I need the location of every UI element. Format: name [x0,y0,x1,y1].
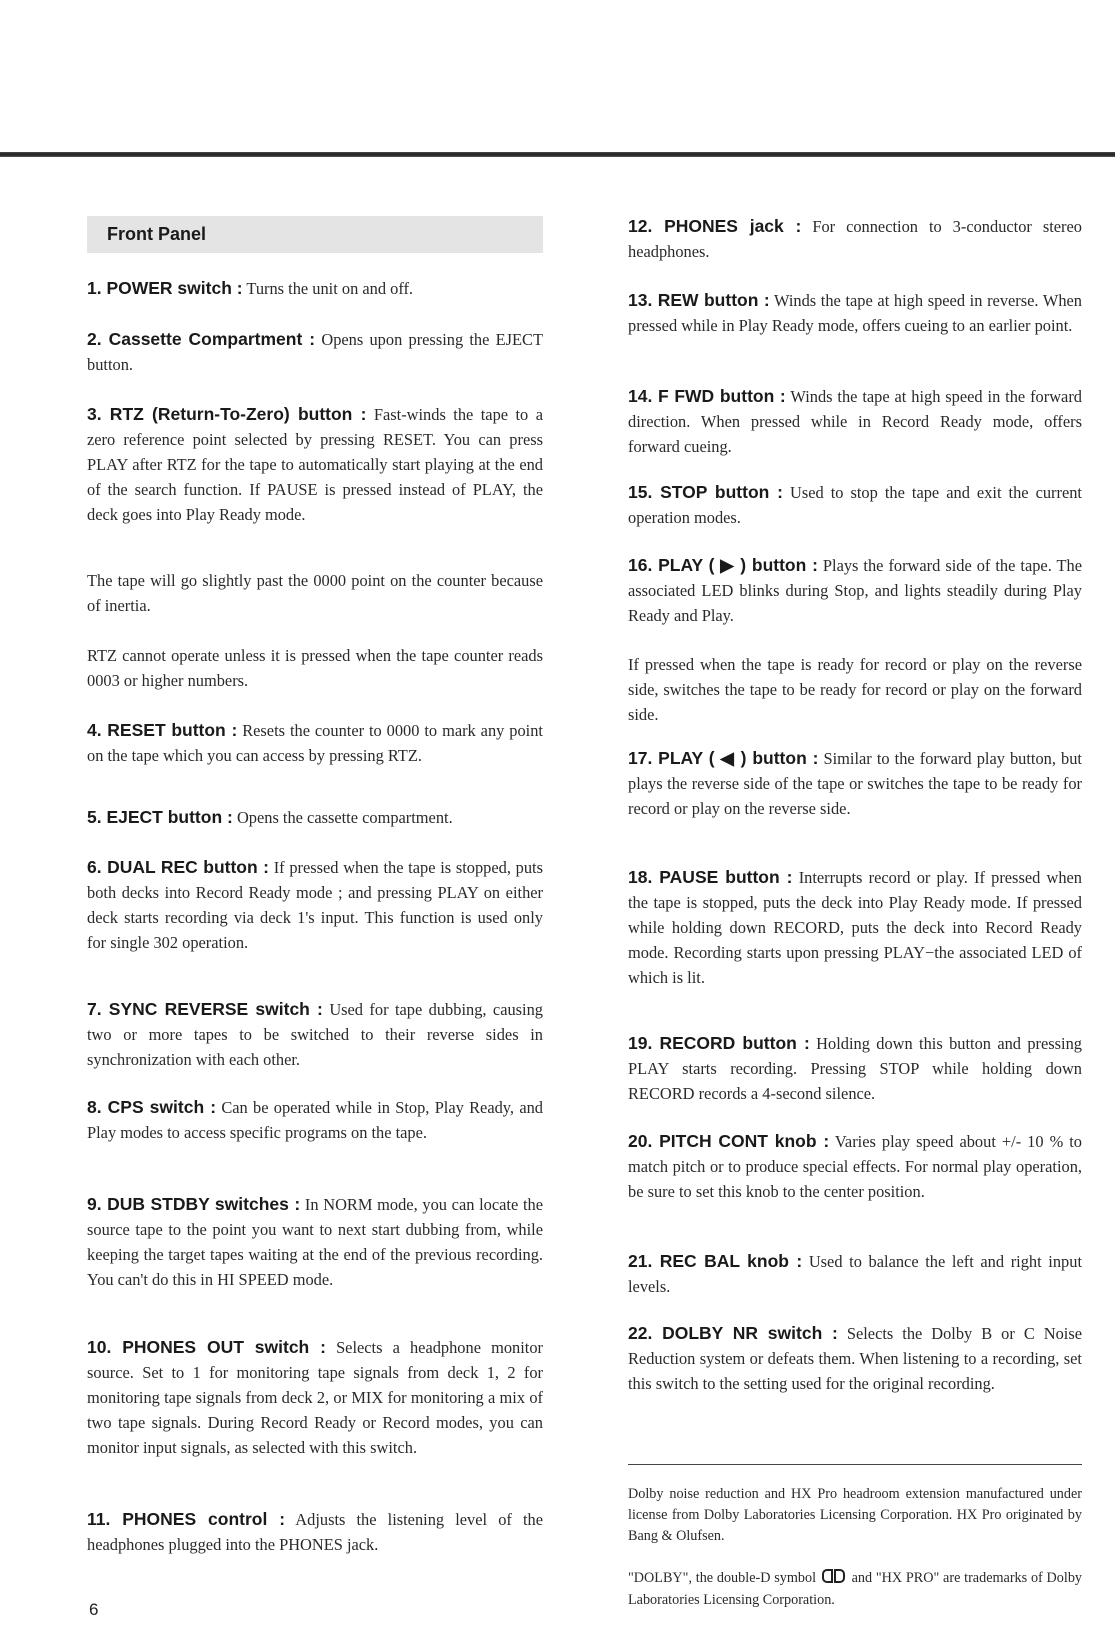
section-header [87,216,543,253]
item-cps-switch: 8. CPS switch : Can be operated while in Stop, Play Ready, and Play modes to access specific programs on the tape. [87,1097,543,1142]
item-record-button: 19. RECORD button : Holding down this button and pressing PLAY starts recording. Pressing STOP while holding down RECORD records a 4-second silence. [628,1033,1082,1103]
item-pause-button: 18. PAUSE button : Interrupts record or play. If pressed when the tape is stopped, puts the deck into Play Ready mode. If pressed while holding down RECORD, puts the deck into Record Ready mode. Recording starts upon pressing PLAY−the associated LED of which is lit. [628,867,1082,987]
item-rew-button: 13. REW button : Winds the tape at high speed in reverse. When pressed while in Play Ready mode, offers cueing to an earlier point. [628,290,1082,335]
page-number: 6 [89,1600,99,1619]
item-play-forward-button: 16. PLAY ( ▶ ) button : Plays the forward side of the tape. The associated LED blinks during Stop, and lights steadily during Play Ready and Play. [628,555,1082,625]
section-title: Front Panel [107,224,207,244]
item-play-reverse-button: 17. PLAY ( ◀ ) button : Similar to the forward play button, but plays the reverse side of the tape or switches the tape to be ready for record or play on the reverse side. [628,748,1082,818]
dolby-double-d-icon [822,1569,846,1590]
item-reset-button: 4. RESET button : Resets the counter to 0000 to mark any point on the tape which you can access by pressing RTZ. [87,720,543,765]
item-rec-bal-knob: 21. REC BAL knob : Used to balance the left and right input levels. [628,1251,1082,1296]
footnote-divider [628,1464,1082,1465]
item-phones-out-switch: 10. PHONES OUT switch : Selects a headphone monitor source. Set to 1 for monitoring tape signals from deck 1, 2 for monitoring tape signals from deck 2, or MIX for monitoring a mix of two tape signals. During Record Ready or Record modes, you can monitor input signals, as selected with this switch. [87,1337,543,1457]
item-dual-rec-button: 6. DUAL REC button : If pressed when the tape is stopped, puts both decks into Record Ready mode ; and pressing PLAY on either deck starts recording via deck 1's input. This function is used only for single 302 operation. [87,857,543,952]
footnote-license: Dolby noise reduction and HX Pro headroom extension manufactured under license from Dolby Laboratories Licensing Corporation. HX Pro originated by Bang & Olufsen. [628,1486,1082,1544]
item-eject-button: 5. EJECT button : Opens the cassette compartment. [87,807,453,827]
rtz-note-counter: RTZ cannot operate unless it is pressed when the tape counter reads 0003 or higher numbers. [87,646,543,690]
item-sync-reverse-switch: 7. SYNC REVERSE switch : Used for tape dubbing, causing two or more tapes to be switched to their reverse sides in synchronization with each other. [87,999,543,1069]
item-pitch-cont-knob: 20. PITCH CONT knob : Varies play speed about +/- 10 % to match pitch or to produce special effects. For normal play operation, be sure to set this knob to the center position. [628,1131,1082,1201]
item-phones-control: 11. PHONES control : Adjusts the listening level of the headphones plugged into the PHONES jack. [87,1509,543,1554]
item-cassette-compartment: 2. Cassette Compartment : Opens upon pressing the EJECT button. [87,329,543,374]
footnote-trademarks: "DOLBY", the double-D symbol and "HX PRO" are trademarks of Dolby Laboratories Licensing Corporation. [628,1570,1083,1608]
item-phones-jack: 12. PHONES jack : For connection to 3-conductor stereo headphones. [628,216,1082,261]
item-f-fwd-button: 14. F FWD button : Winds the tape at high speed in the forward direction. When pressed while in Record Ready mode, offers forward cueing. [628,386,1082,456]
item-stop-button: 15. STOP button : Used to stop the tape and exit the current operation modes. [628,482,1082,527]
item-power-switch: 1. POWER switch : Turns the unit on and off. [87,278,414,298]
play-forward-note: If pressed when the tape is ready for record or play on the reverse side, switches the tape to be ready for record or play on the forward side. [628,655,1082,724]
item-dolby-nr-switch: 22. DOLBY NR switch : Selects the Dolby B or C Noise Reduction system or defeats them. When listening to a recording, set this switch to the setting used for the original recording. [628,1323,1082,1393]
rtz-note-inertia: The tape will go slightly past the 0000 point on the counter because of inertia. [87,571,543,615]
top-rule [0,152,1115,157]
item-rtz-button: 3. RTZ (Return-To-Zero) button : Fast-winds the tape to a zero reference point selected by pressing RESET. You can press PLAY after RTZ for the tape to automatically start playing at the end of the search function. If PAUSE is pressed instead of PLAY, the deck goes into Play Ready mode. [87,404,543,524]
item-dub-stdby-switches: 9. DUB STDBY switches : In NORM mode, you can locate the source tape to the point you want to next start dubbing from, while keeping the target tapes waiting at the end of the previous recording. You can't do this in HI SPEED mode. [87,1194,543,1289]
